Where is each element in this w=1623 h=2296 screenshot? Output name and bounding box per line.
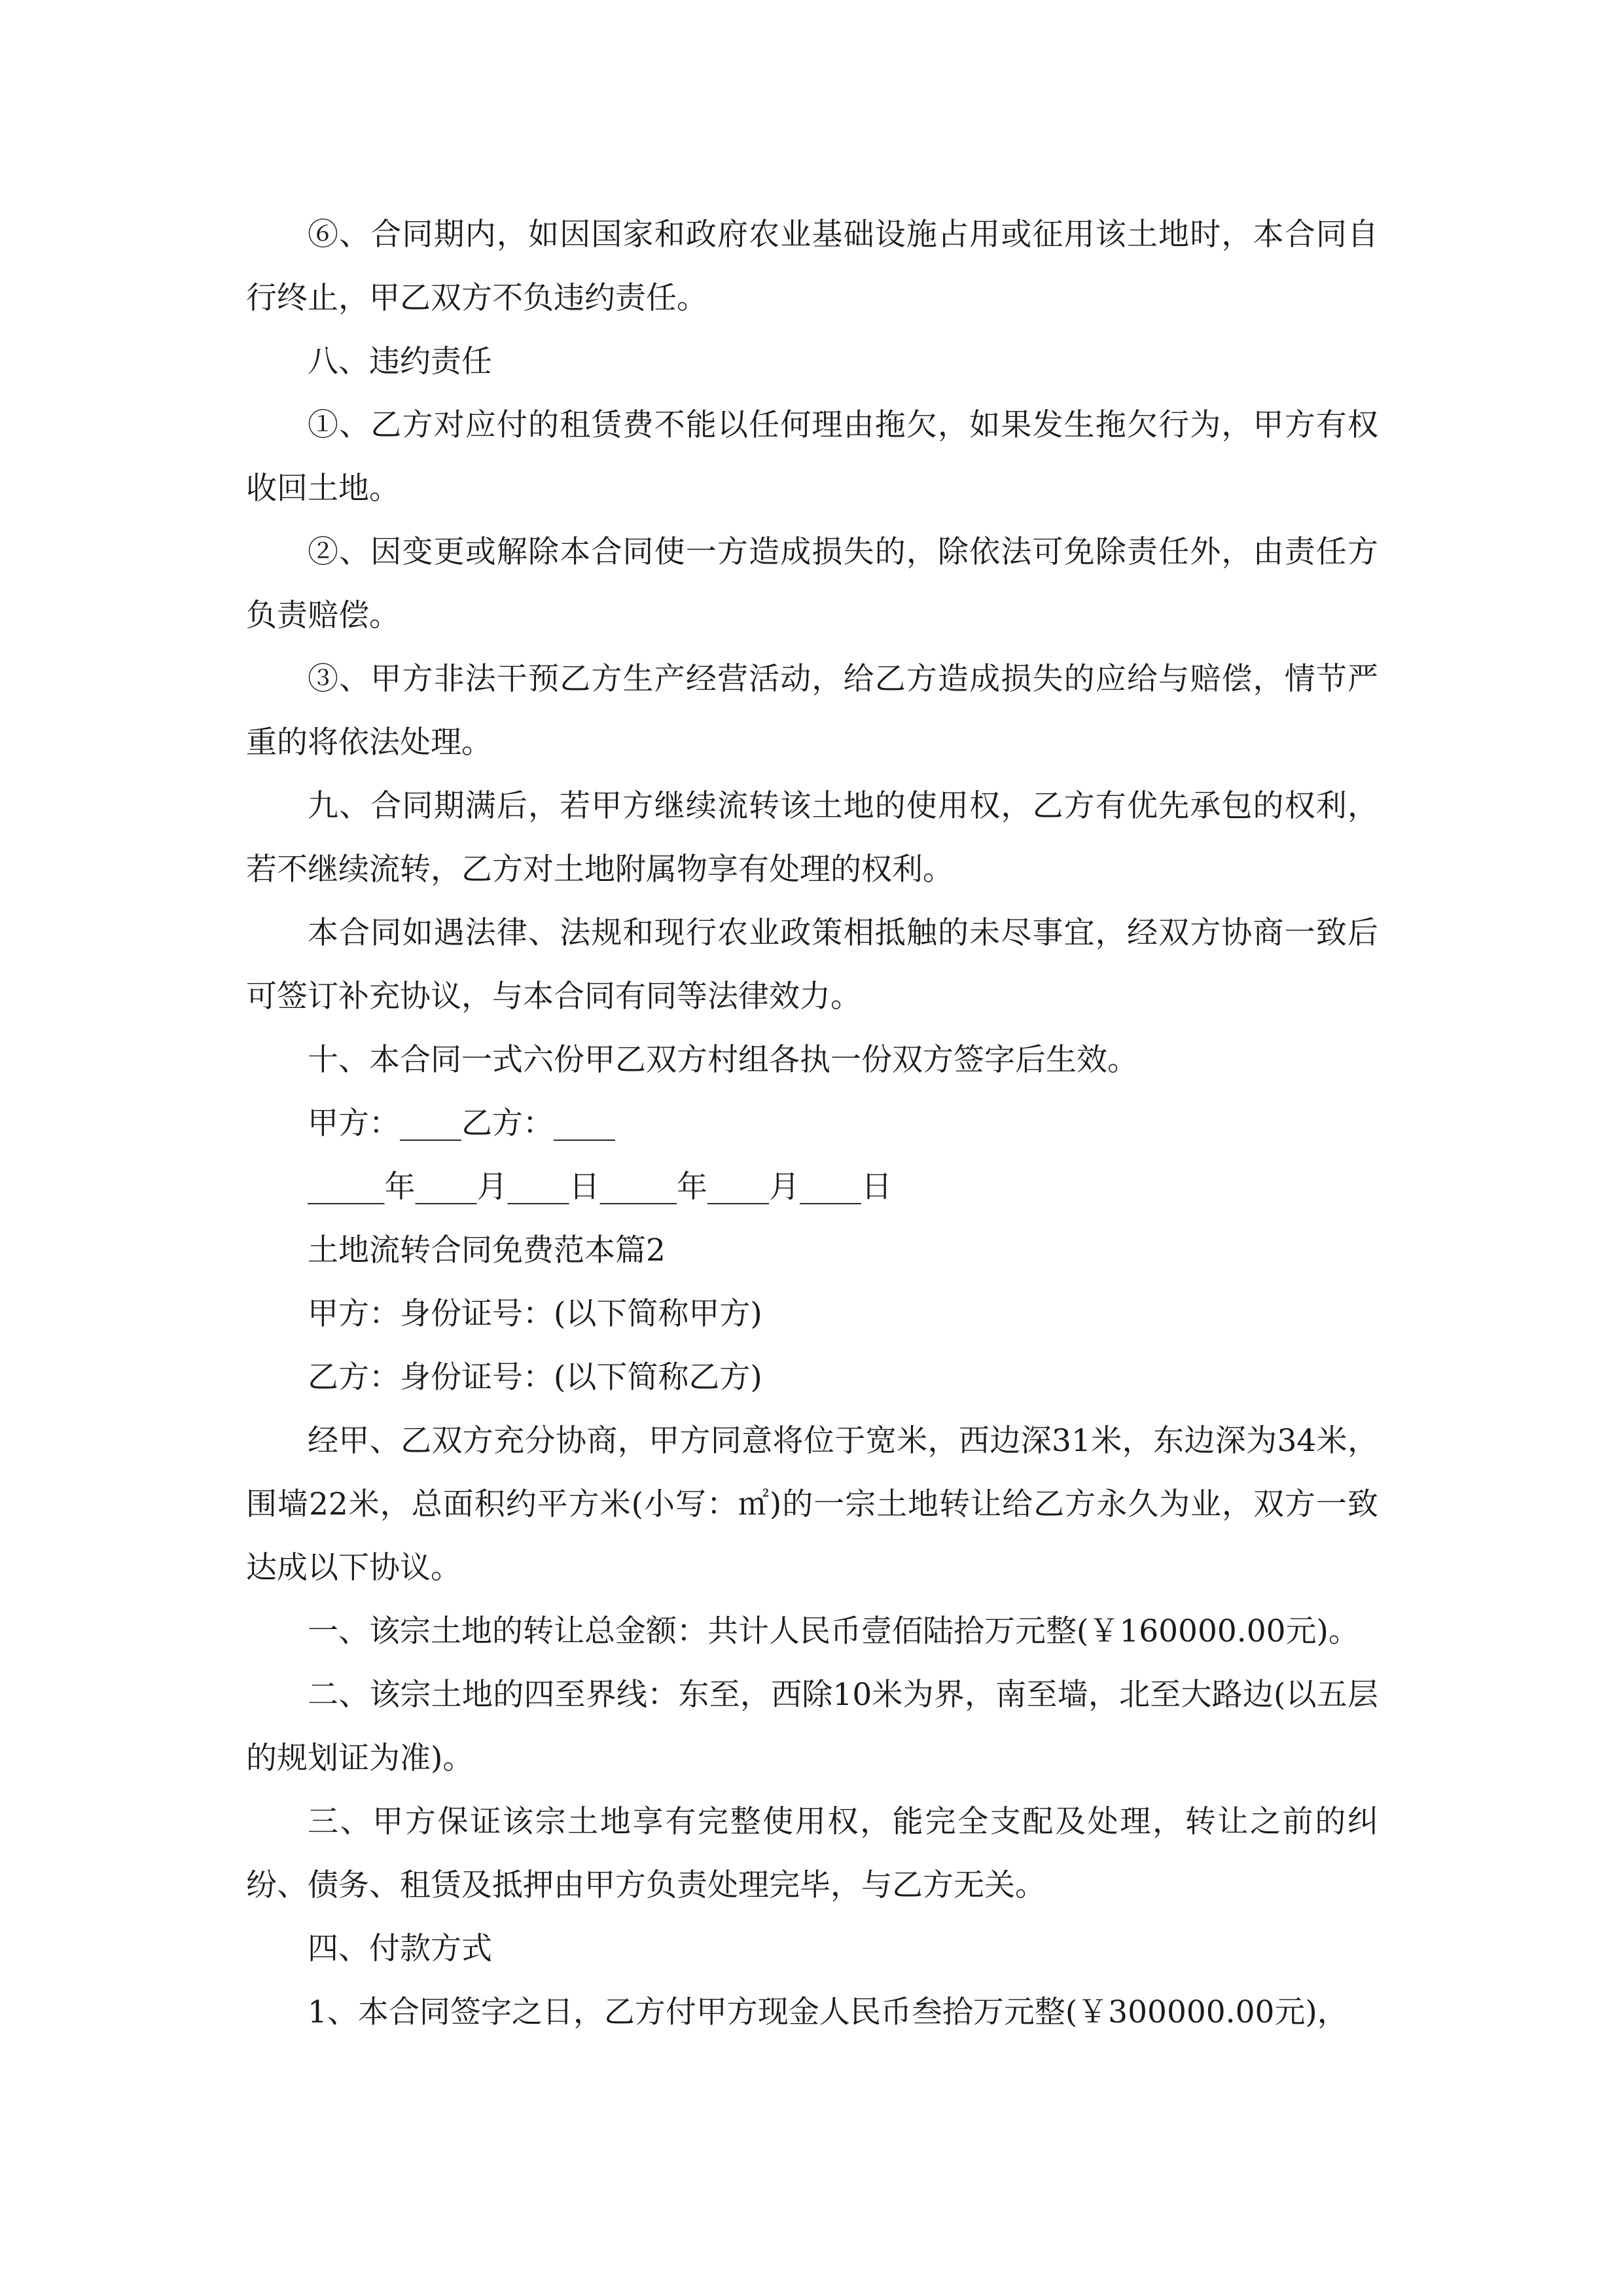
article-4-heading: 四、付款方式	[308, 1931, 492, 1967]
supplementary-clause: 本合同如遇法律、法规和现行农业政策相抵触的未尽事宜，经双方协商一致后可签订补充协议，与本合同有同等法律效力。	[246, 915, 1378, 1014]
article-2-boundaries: 二、该宗土地的四至界线：东至，西除10米为界，南至墙，北至大路边(以五层的规划证为准)。	[246, 1677, 1378, 1776]
payment-item-1: 1、本合同签字之日，乙方付甲方现金人民币叁拾万元整(￥300000.00元)，	[308, 1994, 1348, 2030]
clause-8-2: ②、因变更或解除本合同使一方造成损失的，除依法可免除责任外，由责任方负责赔偿。	[246, 534, 1378, 634]
section-10: 十、本合同一式六份甲乙双方村组各执一份双方签字后生效。	[308, 1042, 1138, 1078]
section-8-heading: 八、违约责任	[308, 344, 492, 380]
clause-6-termination: ⑥、合同期内，如因国家和政府农业基础设施占用或征用该土地时，本合同自行终止，甲乙双方不负违约责任。	[246, 217, 1378, 316]
clause-8-3: ③、甲方非法干预乙方生产经营活动，给乙方造成损失的应给与赔偿，情节严重的将依法处理。	[246, 661, 1378, 761]
article-1-amount: 一、该宗土地的转让总金额：共计人民币壹佰陆拾万元整(￥160000.00元)。	[308, 1613, 1359, 1649]
article-3-guarantee: 三、甲方保证该宗土地享有完整使用权，能完全支配及处理，转让之前的纠纷、债务、租赁及抵押由甲方负责处理完毕，与乙方无关。	[246, 1804, 1378, 1903]
signature-line: 甲方：____乙方：____	[308, 1105, 615, 1141]
document-body	[246, 203, 1378, 2044]
party-a-line: 甲方：身份证号：(以下简称甲方)	[308, 1296, 762, 1332]
preamble: 经甲、乙双方充分协商，甲方同意将位于宽米，西边深31米，东边深为34米，围墙22米，总面积约平方米(小写：㎡)的一宗土地转让给乙方永久为业，双方一致达成以下协议。	[246, 1423, 1378, 1586]
clause-8-1: ①、乙方对应付的租赁费不能以任何理由拖欠，如果发生拖欠行为，甲方有权收回土地。	[246, 407, 1378, 507]
section-9: 九、合同期满后，若甲方继续流转该土地的使用权，乙方有优先承包的权利，若不继续流转，乙方对土地附属物享有处理的权利。	[246, 788, 1378, 888]
contract-2-title: 土地流转合同免费范本篇2	[308, 1232, 666, 1268]
party-b-line: 乙方：身份证号：(以下简称乙方)	[308, 1359, 762, 1395]
date-line: _____年____月____日_____年____月____日	[308, 1169, 892, 1205]
